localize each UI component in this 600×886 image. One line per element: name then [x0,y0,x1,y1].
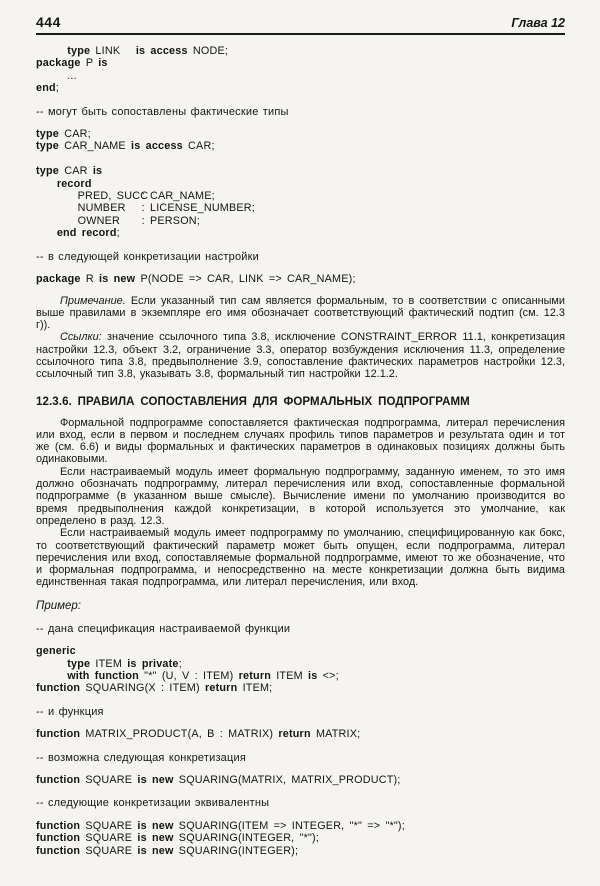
code-text: P [80,57,99,70]
code-block [36,645,565,695]
paragraph-lead: Ссылки: [60,331,102,344]
code-text: ; [55,82,59,95]
code-text: R [80,273,100,286]
code-keyword: is [308,669,318,682]
paragraph: Примечание. Если указанный тип сам является формальным, то в соответствии с описанными выше правилами в экземпляре его имя обозначает соответствующий фактический подтип (см. 12.3 г)). [36,294,565,332]
code-text: : PERSON; [141,214,201,227]
code-line [36,178,565,190]
code-text [36,227,57,239]
code-text: P(NODE => CAR, LINK => CAR_NAME); [135,273,356,286]
code-text [36,190,78,202]
code-text: ITEM; [237,682,273,695]
code-text: ; [116,227,120,240]
code-line [36,215,565,227]
code-line [36,670,565,682]
code-text [36,45,67,57]
code-text: LINK [90,45,136,57]
code-text: OWNER [77,214,120,227]
code-line [36,658,565,670]
code-line [36,82,565,94]
page-number: 444 [36,14,61,30]
code-keyword: is [99,273,109,286]
code-keyword: package [36,273,81,286]
code-text: CAR [59,165,93,178]
code-keyword: type [36,128,60,141]
code-text [36,178,57,190]
code-keyword: new [152,819,174,832]
code-keyword: is [137,844,147,857]
code-keyword: is [92,165,103,178]
code-keyword: type [36,165,60,178]
code-keyword: function [36,773,81,786]
code-text: SQUARING(ITEM => INTEGER, "*" => "*"); [173,819,405,832]
code-keyword: generic [36,645,76,658]
code-text: SQUARE [80,773,138,786]
code-comment: -- могут быть сопоставлены фактические типы [36,105,289,118]
code-line [36,273,565,285]
code-text: ITEM [271,669,309,682]
code-text: MATRIX; [310,728,361,741]
code-line [36,845,565,857]
code-keyword: new [152,844,174,857]
code-keyword: is [137,832,147,845]
code-keyword: record [56,177,92,190]
code-line [36,645,565,657]
code-block [36,273,565,285]
page-content [36,45,565,857]
code-block [36,45,565,95]
code-line [36,832,565,844]
code-keyword: return [204,682,238,695]
code-text [36,153,41,165]
code-keyword: new [152,832,174,845]
code-keyword: is access [131,140,183,153]
code-line [36,128,565,140]
code-keyword: function [36,728,81,741]
code-keyword: end record [56,227,117,240]
code-keyword: type [36,140,60,153]
code-keyword: function [36,832,81,845]
code-keyword: is [127,657,137,670]
code-keyword: end [36,82,56,95]
code-keyword: new [113,273,136,286]
chapter-label: Глава 12 [511,16,565,30]
code-text: SQUARE [80,844,138,857]
code-text: PRED, SUCC [77,190,149,203]
code-text: ... [36,69,77,82]
code-text [36,202,78,214]
code-keyword: return [238,669,272,682]
code-text: SQUARING(X : ITEM) [80,682,205,695]
code-text: MATRIX_PRODUCT(A, B : MATRIX) [80,728,279,741]
code-keyword: is [137,819,147,832]
code-text: SQUARING(INTEGER, "*"); [173,832,320,845]
code-line [36,682,565,694]
code-block [36,820,565,857]
code-keyword: private [141,657,179,670]
code-text: SQUARING(INTEGER); [173,844,299,857]
code-text: ITEM [90,657,128,670]
code-text: <>; [317,669,339,682]
paragraph: Если настраиваемый модуль имеет формальную подпрограмму, заданную именем, то это имя должно обозначать подпрограмму, литерал перечисления или вход, сопоставленные формальной подпрограмме (в указанном выше смысле). Вычисление имени по умолчанию производится во время предвыполнения каждой конкретизации, в которой используется это умолчание, как определено в разд. 12.3. [36,465,565,527]
code-text: CAR; [59,128,91,141]
code-keyword: package [36,57,81,70]
code-line [36,227,565,239]
code-text: NODE; [187,45,229,57]
code-text [36,670,67,682]
code-keyword: function [36,682,81,695]
code-comment: -- в следующей конкретизации настройки [36,250,259,263]
paragraph: Если настраиваемый модуль имеет подпрограмму по умолчанию, специфицированную как бокс, то соответствующий фактический параметр может быть опущен, если подпрограмма, литерал перечисления или вход, сопоставляемые формальной подпрограмме, имеют то же обозначение, что и формальная подпрограмма, и непосредственно на месте конкретизации должна быть видима единственная такая подпрограмма, или литерал перечисления, или вход. [36,527,565,589]
code-text: NUMBER [77,202,126,215]
code-text [36,658,67,670]
code-line [36,140,565,152]
code-keyword: new [152,773,174,786]
code-text: SQUARING(MATRIX, MATRIX_PRODUCT); [173,773,401,786]
code-keyword: function [36,819,81,832]
code-keyword: is access [135,45,188,57]
code-keyword: function [36,844,81,857]
code-text: "*" (U, V : ITEM) [138,669,239,682]
code-keyword: type [67,657,91,670]
code-text: : LICENSE_NUMBER; [141,202,256,215]
code-keyword: type [67,45,91,57]
paragraph-lead: Примечание. [60,294,126,307]
code-line [36,774,565,786]
code-text: CAR_NAME [59,140,132,153]
code-text [36,215,78,227]
code-line [36,202,565,214]
paragraph: Ссылки: значение ссылочного типа 3.8, исключение CONSTRAINT_ERROR 11.1, конкретизация настройки 12.3, объект 3.2, ограничение 3.3, оператор возбуждения исключения 11.3, определение ссылочного типа 3.8, предвыполнение 3.9, сопоставление фактических параметров настройки 12.3, ссылочный тип 3.8, указывать 3.8, формальный тип настройки 12.1.2. [36,331,565,381]
code-keyword: is [98,57,108,70]
code-text: SQUARE [80,832,138,845]
example-label: Пример: [36,599,81,612]
code-line [36,165,565,177]
code-keyword: with function [67,669,139,682]
code-block [36,128,565,240]
code-block [36,728,565,740]
code-line [36,190,565,202]
code-line [36,728,565,740]
code-line [36,45,565,57]
code-text: SQUARE [80,819,138,832]
code-line [36,153,565,165]
section-heading: 12.3.6. ПРАВИЛА СОПОСТАВЛЕНИЯ ДЛЯ ФОРМАЛЬНЫХ ПОДПРОГРАММ [36,395,470,408]
code-line [36,70,565,82]
code-text: CAR; [182,140,215,153]
code-keyword: is [137,773,147,786]
code-text: : CAR_NAME; [141,190,215,203]
code-block [36,774,565,786]
paragraph: Формальной подпрограмме сопоставляется фактическая подпрограмма, литерал перечисления или вход, если в первом и последнем случаях профиль типов параметров и результата один и тот же (см. 6.6) и виды формальных и фактических параметров в одинаковых позициях должны быть одинаковыми. [36,416,565,466]
page-header [36,14,565,35]
code-comment: -- дана спецификация настраиваемой функции [36,622,291,635]
code-comment: -- возможна следующая конкретизация [36,751,247,764]
code-line [36,820,565,832]
code-keyword: return [278,728,311,741]
code-text: ; [178,657,182,670]
code-comment: -- следующие конкретизации эквивалентны [36,797,270,810]
code-comment: -- и функция [36,705,104,718]
code-line [36,57,565,69]
